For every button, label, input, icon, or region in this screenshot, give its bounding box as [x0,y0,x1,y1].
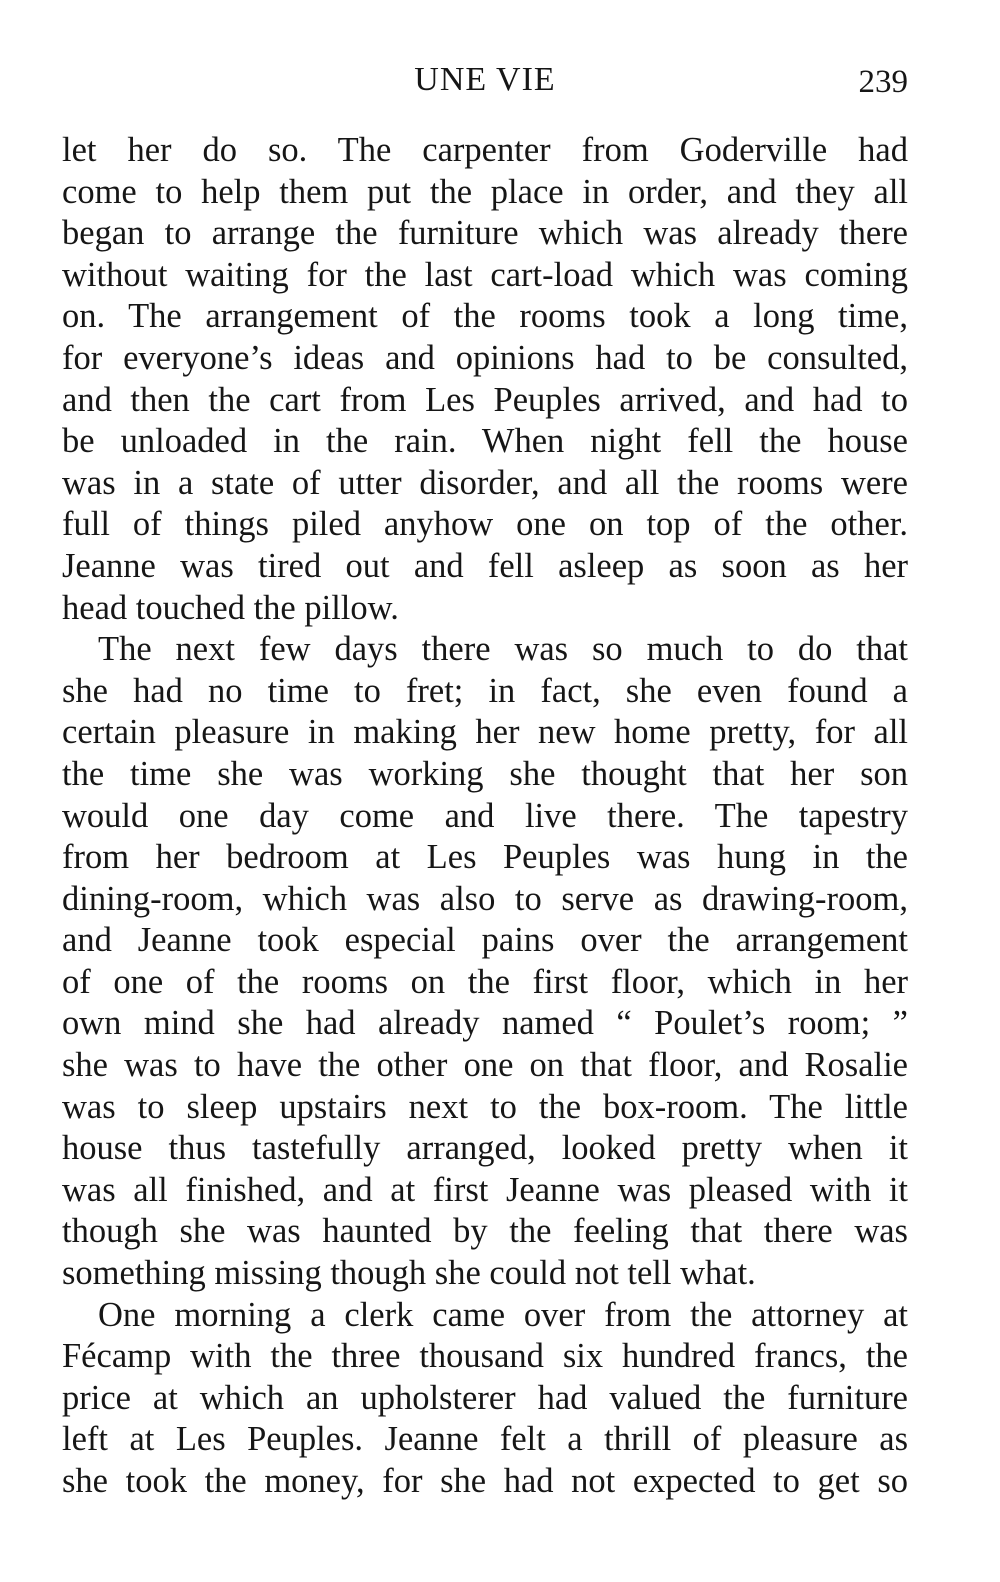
paragraph-2 [62,629,908,1295]
text-line: she was to have the other one on that floor, and Rosalie [62,1046,908,1085]
text-line: though she was haunted by the feeling that there was [62,1212,908,1251]
body-text [62,130,908,1503]
text-line: something missing though she could not tell what. [62,1254,756,1293]
text-line: for everyone’s ideas and opinions had to be consulted, [62,338,908,377]
text-line: would one day come and live there. The tapestry [62,796,908,835]
text-line: was to sleep upstairs next to the box-room. The little [62,1087,908,1126]
text-line: The next few days there was so much to do that [98,630,908,669]
text-line: One morning a clerk came over from the attorney at [98,1295,908,1334]
running-title: UNE VIE [414,61,556,98]
text-line: price at which an upholsterer had valued the furniture [62,1378,908,1417]
text-line: certain pleasure in making her new home pretty, for all [62,713,908,752]
text-line: began to arrange the furniture which was already there [62,214,908,253]
text-line: she had no time to fret; in fact, she even found a [62,671,908,710]
text-line: Jeanne was tired out and fell asleep as soon as her [62,546,908,585]
text-line: and then the cart from Les Peuples arrived, and had to [62,380,908,419]
text-line: the time she was working she thought that her son [62,754,908,793]
text-line: head touched the pillow. [62,588,399,627]
text-line: was in a state of utter disorder, and all the rooms were [62,463,908,502]
text-line: she took the money, for she had not expected to get so [62,1462,908,1500]
text-line: of one of the rooms on the first floor, which in her [62,962,908,1001]
text-line: was all finished, and at first Jeanne was pleased with it [62,1170,908,1209]
text-line: be unloaded in the rain. When night fell the house [62,422,908,461]
text-line: Fécamp with the three thousand six hundred francs, the [62,1337,908,1376]
text-line: and Jeanne took especial pains over the arrangement [62,921,908,960]
paragraph-3 [62,1295,908,1503]
text-line: come to help them put the place in order, and they all [62,172,908,211]
text-line: let her do so. The carpenter from Goderville had [62,131,908,169]
text-line: house thus tastefully arranged, looked pretty when it [62,1129,908,1168]
text-line: full of things piled anyhow one on top of the other. [62,505,908,544]
text-line: without waiting for the last cart-load which was coming [62,255,908,294]
text-line: from her bedroom at Les Peuples was hung in the [62,838,908,877]
text-line: dining-room, which was also to serve as drawing-room, [62,879,908,918]
paragraph-1 [62,130,908,629]
page-number: 239 [858,64,908,100]
page-header [62,58,908,102]
text-line: own mind she had already named “ Poulet’s room; ” [62,1004,908,1043]
text-line: on. The arrangement of the rooms took a long time, [62,297,908,336]
text-line: left at Les Peuples. Jeanne felt a thrill of pleasure as [62,1420,908,1459]
